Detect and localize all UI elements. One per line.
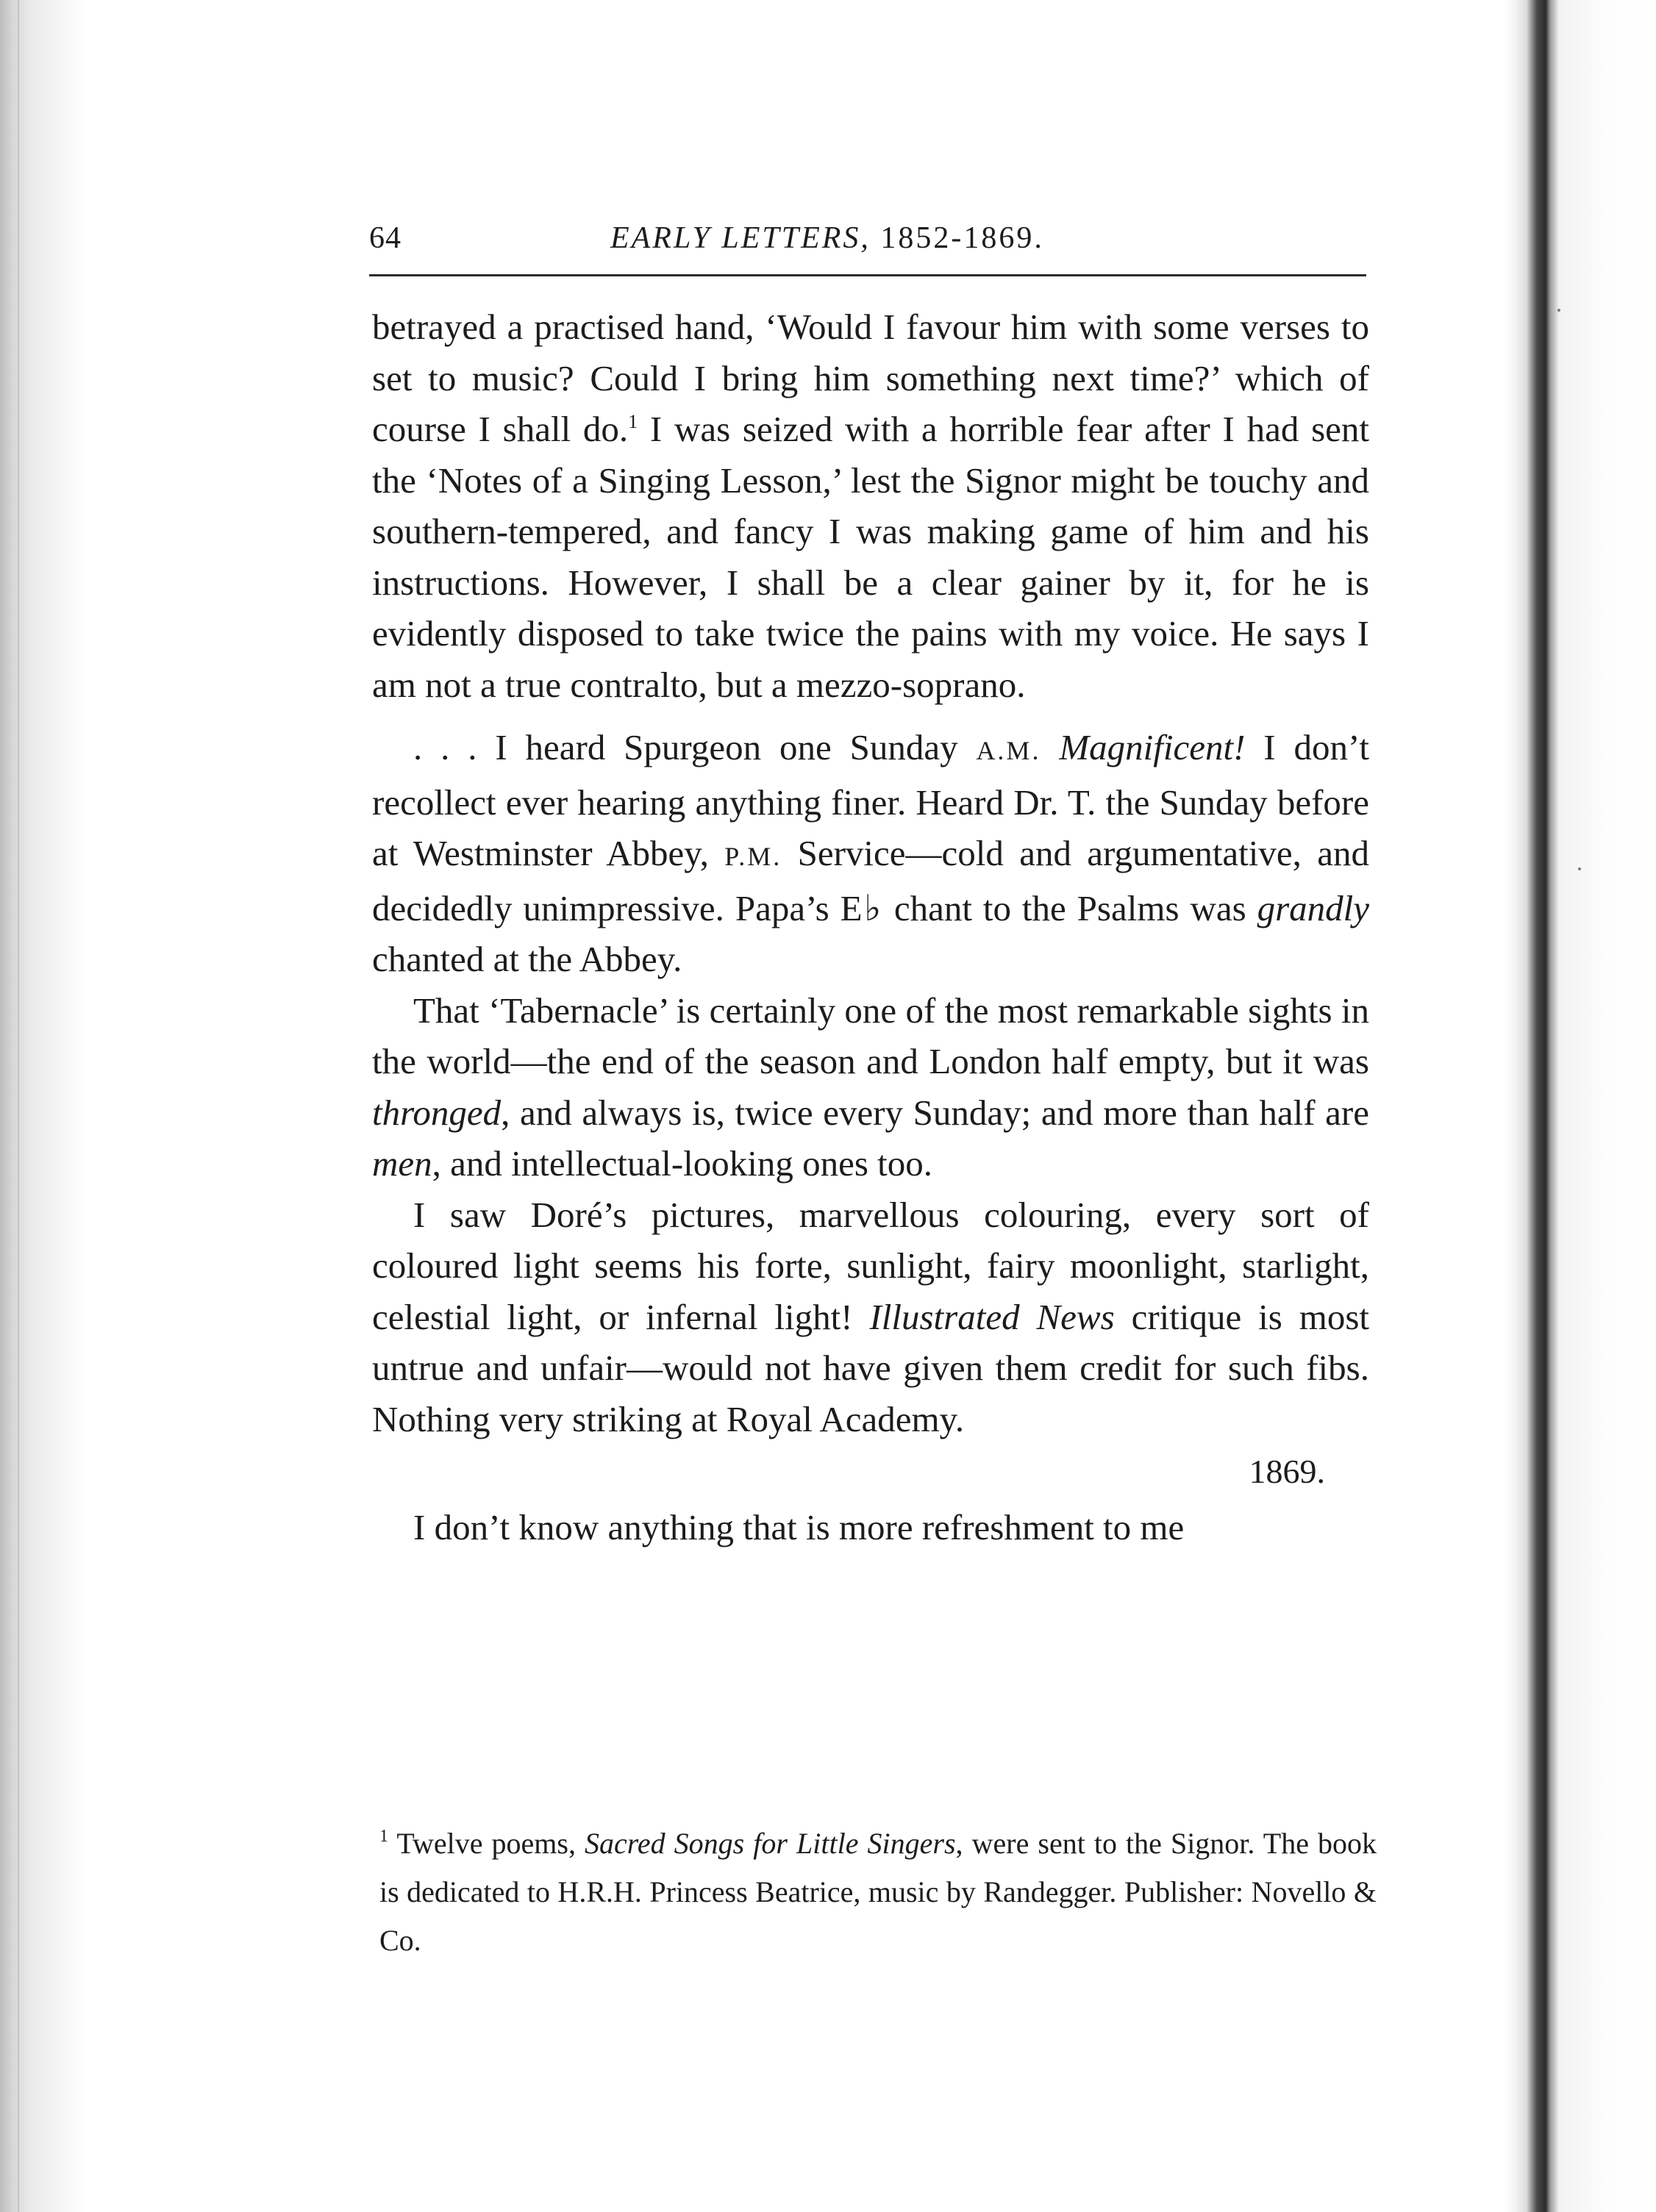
running-title [610, 221, 1044, 256]
paragraph-3 [372, 985, 1369, 1189]
p2-am: A.M. [976, 736, 1041, 765]
page-right-gutter [1505, 0, 1656, 2212]
p3-emphasis-thronged: thronged [372, 1092, 502, 1133]
footnote-book-title: Sacred Songs for Little Singers [585, 1827, 956, 1860]
paragraph-5: I don’t know anything that is more refreshment to me [413, 1507, 1185, 1547]
footnote [379, 1819, 1377, 1965]
scan-speck [1557, 309, 1560, 312]
running-header [369, 221, 1366, 265]
body-text [372, 301, 1369, 1553]
running-title-text: EARLY LETTERS, [610, 221, 871, 255]
p2-space [1041, 727, 1059, 767]
footnote-reference: 1 [628, 411, 638, 432]
p1-text-a: betrayed a practised hand, ‘Would I favour him with some verses to set to music? Could I bring him something next time?’ which of course I shall do. [372, 307, 1369, 449]
footnote-marker: 1 [379, 1827, 388, 1846]
p3-text-a: That ‘Tabernacle’ is certainly one of the most remarkable sights in the world—the end of the season and London half empty, but it was [372, 989, 1369, 1081]
p2-text-a: . . . I heard Spurgeon one Sunday [413, 727, 977, 767]
paragraph-2 [372, 722, 1369, 985]
letter-date: 1869. [1249, 1453, 1325, 1490]
p3-text-c: , and intellectual-looking ones too. [432, 1143, 933, 1184]
p4-text-b: critique is most untrue and unfair—would not have given them credit for such fibs. Nothing very striking at Royal Academy. [372, 1296, 1370, 1439]
footnote-text-a: Twelve poems, [388, 1827, 585, 1860]
header-rule [369, 274, 1366, 276]
p2-emphasis-grandly: grandly [1257, 887, 1369, 928]
paragraph-4 [372, 1189, 1369, 1445]
p3-emphasis-men: men [372, 1143, 432, 1184]
scan-speck [1578, 867, 1581, 870]
page-number: 64 [369, 221, 401, 255]
p1-text-b: I was seized with a horrible fear after I had sent the ‘Notes of a Singing Lesson,’ lest the Signor might be touchy and southern-tempered, and fancy I was making game of him and his instructions. However, I shall be a clear gainer by it, for he is evidently disposed to take twice the pains with my voice. He says I am not a true contralto, but a mezzo-soprano. [372, 409, 1370, 705]
p2-text-c: Service—cold and argumentative, and decidedly unimpressive. Papa’s E♭ chant to the Psalms was [372, 833, 1369, 928]
p2-pm: P.M. [724, 842, 782, 871]
p2-text-d: chanted at the Abbey. [372, 939, 682, 979]
page-left-shadow [0, 0, 88, 2212]
paragraph-1 [372, 301, 1369, 710]
p2-text-b: I don’t recollect ever hearing anything finer. Heard Dr. T. the Sunday before at Westminster Abbey, [372, 727, 1369, 873]
p4-text-a: I saw Doré’s pictures, marvellous colouring, every sort of coloured light seems his forte, sunlight, fairy moonlight, starlight, celestial light, or infernal light! [372, 1194, 1369, 1337]
p3-text-b: , and always is, twice every Sunday; and more than half are [501, 1092, 1369, 1133]
p4-emphasis-illustrated-news: Illustrated News [869, 1296, 1115, 1337]
footnote-text-b: , were sent to the Signor. The book is dedicated to H.R.H. Princess Beatrice, music by Randegger. Publisher: Novello & Co. [379, 1827, 1377, 1957]
running-title-years: 1852-1869. [870, 221, 1044, 255]
p2-emphasis-magnificent: Magnificent! [1059, 727, 1246, 767]
